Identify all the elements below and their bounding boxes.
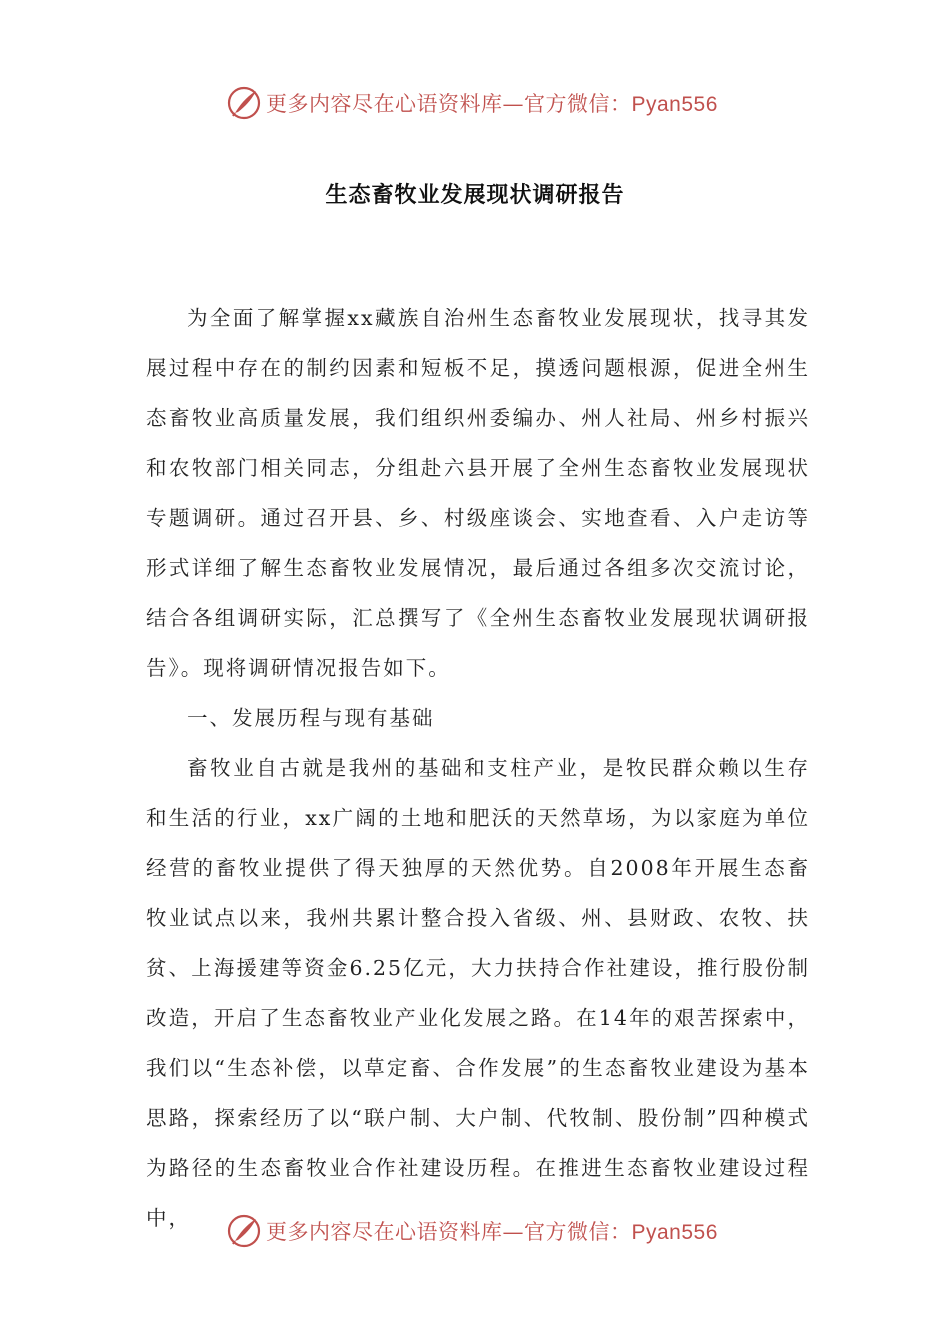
banner-account: Pyan556	[631, 93, 718, 116]
quill-pen-icon	[226, 85, 262, 121]
section-paragraph: 畜牧业自古就是我州的基础和支柱产业，是牧民群众赖以生存和生活的行业，xx广阔的土地和肥沃的天然草场，为以家庭为单位经营的畜牧业提供了得天独厚的天然优势。自2008年开展生态畜牧业试点以来，我州共累计整合投入省级、州、县财政、农牧、扶贫、上海援建等资金6.25亿元，大力扶持合作社建设，推行股份制改造，开启了生态畜牧业产业化发展之路。在14年的艰苦探索中，我们以“生态补偿，以草定畜、合作发展”的生态畜牧业建设为基本思路，探索经历了以“联户制、大户制、代牧制、股份制”四种模式为路径的生态畜牧业合作社建设历程。在推进生态畜牧业建设过程中，	[146, 756, 810, 1230]
intro-paragraph: 为全面了解掌握xx藏族自治州生态畜牧业发展现状，找寻其发展过程中存在的制约因素和短板不足，摸透问题根源，促进全州生态畜牧业高质量发展，我们组织州委编办、州人社局、州乡村振兴和农牧部门相关同志，分组赴六县开展了全州生态畜牧业发展现状专题调研。通过召开县、乡、村级座谈会、实地查看、入户走访等形式详细了解生态畜牧业发展情况，最后通过各组多次交流讨论，结合各组调研实际，汇总撰写了《全州生态畜牧业发展现状调研报告》。现将调研情况报告如下。	[146, 306, 810, 680]
banner-text: 更多内容尽在心语资料库—官方微信：Pyan556	[266, 1220, 718, 1244]
page-title: 生态畜牧业发展现状调研报告	[325, 183, 625, 208]
section-heading: 一、发展历程与现有基础	[187, 706, 435, 730]
banner-text: 更多内容尽在心语资料库—官方微信：Pyan556	[266, 92, 718, 116]
banner-account: Pyan556	[631, 1221, 718, 1244]
footer-banner	[0, 1209, 950, 1253]
quill-pen-icon	[226, 1213, 262, 1249]
header-banner	[0, 81, 950, 125]
document-body	[146, 293, 810, 1243]
